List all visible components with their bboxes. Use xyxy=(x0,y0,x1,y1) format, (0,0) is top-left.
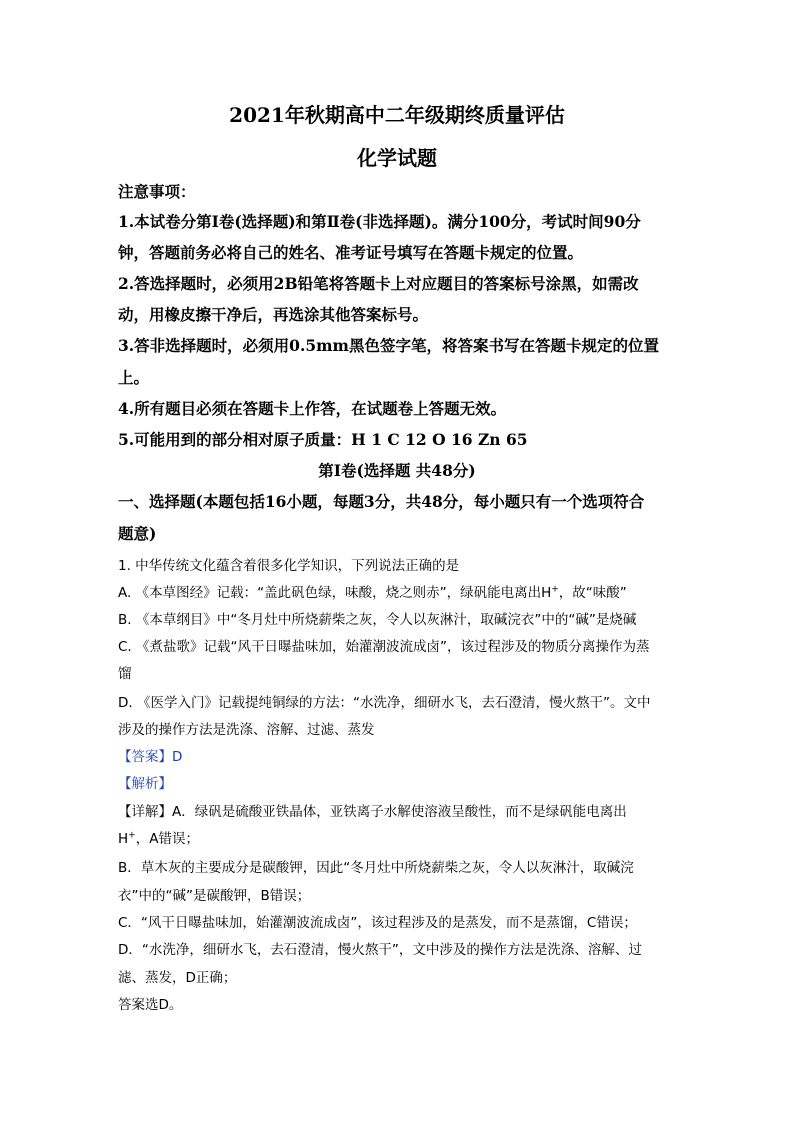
detail-line: 【详解】A．绿矾是硫酸亚铁晶体，亚铁离子水解使溶液呈酸性，而不是绿矾能电离出 xyxy=(118,804,627,820)
detail-line: 衣”中的“碱”是碳酸钾，B错误； xyxy=(118,888,311,904)
section-heading: 一、选择题(本题包括16小题，每题3分，共48分，每小题只有一个选项符合 xyxy=(118,492,645,511)
notes-line: 5.可能用到的部分相对原子质量：H 1 C 12 O 16 Zn 65 xyxy=(118,430,528,449)
notes-line: 动，用橡皮擦干净后，再选涂其他答案标号。 xyxy=(118,305,429,324)
detail-line: C．“风干日曝盐味加，始灌潮波流成卤”，该过程涉及的是蒸发，而不是蒸馏，C错误； xyxy=(118,915,637,931)
option-c: C. 《煮盐歌》记载“风干日曝盐味加，始灌潮波流成卤”，该过程涉及的物质分离操作为蒸 xyxy=(118,639,650,655)
notes-line: 钟，答题前务必将自己的姓名、准考证号填写在答题卡规定的位置。 xyxy=(118,243,584,262)
detail-ion-charge: + xyxy=(128,830,136,841)
answer-label: 【答案】D xyxy=(118,749,183,765)
detail-line: B．草木灰的主要成分是碳酸钾，因此“冬月灶中所烧薪柴之灰，令人以灰淋汁，取碱浣 xyxy=(118,860,634,876)
option-a-text: A. 《本草图经》记载：“盖此矾色绿，味酸，烧之则赤”，绿矾能电离出H xyxy=(118,585,552,601)
notes-line: 4.所有题目必须在答题卡上作答，在试题卷上答题无效。 xyxy=(118,399,507,418)
detail-line xyxy=(118,827,199,847)
option-a-superscript: + xyxy=(551,584,559,595)
option-a-tail: ，故“味酸” xyxy=(558,585,627,601)
option-d: D. 《医学入门》记载提纯铜绿的方法：“水洗净，细研水飞，去石澄清，慢火熬干”。文中 xyxy=(118,695,651,711)
detail-ion: H xyxy=(118,831,129,847)
question-stem: 1. 中华传统文化蕴含着很多化学知识，下列说法正确的是 xyxy=(118,558,460,574)
notes-line: 3.答非选择题时，必须用0.5mm黑色签字笔，将答案书写在答题卡规定的位置 xyxy=(118,336,659,355)
analysis-label: 【解析】 xyxy=(118,776,172,792)
detail-line: D．“水洗净，细研水飞，去石澄清，慢火熬干”，文中涉及的操作方法是洗涤、溶解、过 xyxy=(118,942,642,958)
notes-line: 2.答选择题时，必须用2B铅笔将答题卡上对应题目的答案标号涂黑，如需改 xyxy=(118,274,639,293)
option-c: 馏 xyxy=(118,666,132,682)
section-title: 第Ⅰ卷(选择题 共48分) xyxy=(318,461,476,480)
notes-line: 1.本试卷分第Ⅰ卷(选择题)和第Ⅱ卷(非选择题)。满分100分，考试时间90分 xyxy=(118,212,641,231)
notes-line: 上。 xyxy=(118,368,150,387)
page-subtitle: 化学试题 xyxy=(357,146,437,170)
page-title: 2021年秋期高中二年级期终质量评估 xyxy=(229,103,565,127)
option-b: B. 《本草纲目》中“冬月灶中所烧薪柴之灰，令人以灰淋汁，取碱浣衣”中的“碱”是烧碱 xyxy=(118,612,637,628)
notes-heading: 注意事项： xyxy=(118,182,196,201)
section-heading: 题意) xyxy=(118,524,157,543)
detail-ion-tail: ，A错误； xyxy=(135,831,199,847)
detail-line: 滤、蒸发，D正确； xyxy=(118,970,237,986)
option-a xyxy=(118,581,627,601)
option-d: 涉及的操作方法是洗涤、溶解、过滤、蒸发 xyxy=(118,722,375,738)
conclusion: 答案选D。 xyxy=(118,997,183,1013)
